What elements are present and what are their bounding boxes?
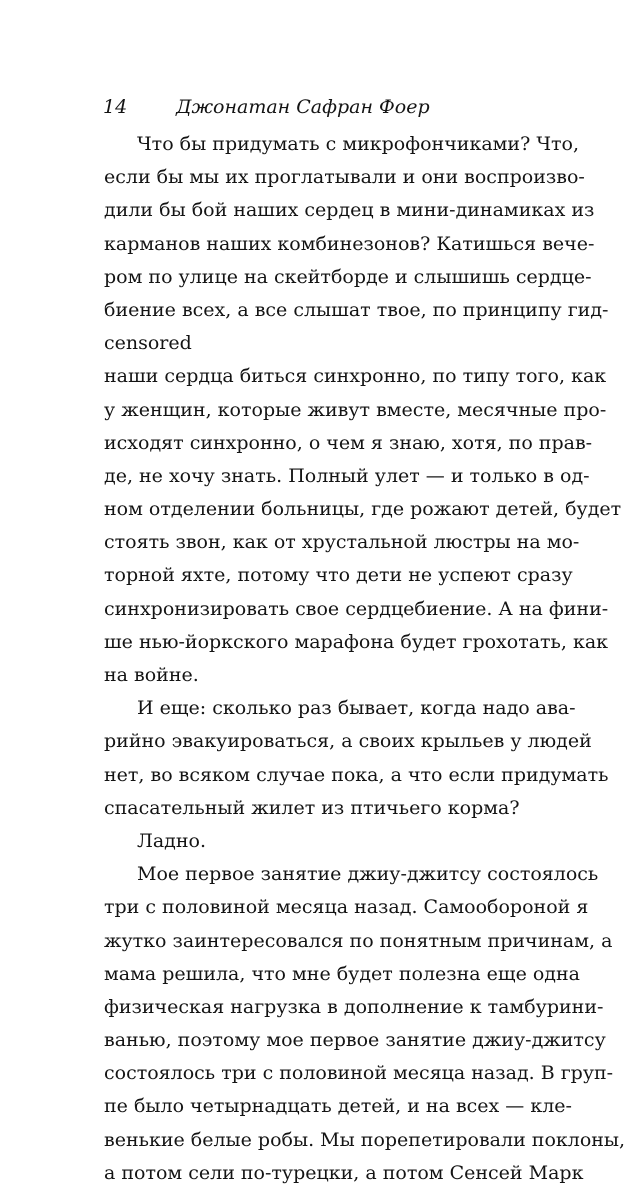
text-line: censored: [104, 332, 192, 355]
text-line: де, не хочу знать. Полный улет — и только в од-: [104, 464, 590, 487]
text-line: исходят синхронно, о чем я знаю, хотя, по прав-: [104, 431, 593, 454]
running-head: [103, 96, 430, 118]
body-text: [104, 128, 625, 1190]
paragraph: [104, 825, 526, 858]
page-number: 14: [103, 96, 128, 118]
text-line: состоялось три с половиной месяца назад. В груп-: [104, 1062, 614, 1085]
text-line: стоять звон, как от хрустальной люстры на мо-: [104, 531, 580, 554]
text-line: если бы мы их проглатывали и они воспроизво-: [104, 166, 585, 189]
text-line: карманов наших комбинезонов? Катишься вече-: [104, 232, 595, 255]
text-line: ше нью-йоркского марафона будет грохотать, как: [104, 630, 609, 653]
paragraph: [104, 858, 625, 1190]
text-line: мама решила, что мне будет полезна еще одна: [104, 962, 580, 985]
text-line: спасательный жилет из птичьего корма?: [104, 796, 520, 819]
text-line: биение всех, а все слышат твое, по принципу гид-: [104, 298, 609, 321]
text-line: Ладно.: [137, 829, 207, 852]
text-line: Мое первое занятие джиу-джитсу состоялось: [137, 863, 599, 886]
running-title: Джонатан Сафран Фоер: [176, 96, 430, 118]
text-line: торной яхте, потому что дети не успеют сразу: [104, 564, 573, 587]
text-line: ром по улице на скейтборде и слышишь сердце-: [104, 265, 592, 288]
text-line: Что бы придумать с микрофончиками? Что,: [137, 133, 579, 155]
text-line: физическая нагрузка в дополнение к тамбурини-: [104, 995, 604, 1018]
text-line: пе было четырнадцать детей, и на всех — кле-: [104, 1095, 572, 1118]
text-line: дили бы бой наших сердец в мини-динамиках из: [104, 199, 595, 222]
text-line: на войне.: [104, 664, 199, 686]
text-line: три с половиной месяца назад. Самообороной я: [104, 896, 589, 919]
text-line: венькие белые робы. Мы порепетировали поклоны,: [104, 1128, 625, 1151]
text-line: синхронизировать свое сердцебиение. А на фини-: [104, 597, 609, 620]
text-line: рийно эвакуироваться, а своих крыльев у людей: [104, 730, 592, 753]
text-line: И еще: сколько раз бывает, когда надо ава-: [137, 697, 576, 720]
text-line: а потом сели по-турецки, а потом Сенсей Марк: [104, 1161, 584, 1184]
text-line: наши сердца биться синхронно, по типу того, как: [104, 365, 607, 388]
text-line: у женщин, которые живут вместе, месячные про-: [104, 398, 607, 421]
text-line: ванью, поэтому мое первое занятие джиу-джитсу: [104, 1029, 606, 1052]
paragraph: [104, 692, 609, 825]
paragraph: [104, 128, 622, 692]
text-line: ном отделении больницы, где рожают детей, будет: [104, 498, 622, 521]
text-line: нет, во всяком случае пока, а что если придумать: [104, 763, 609, 786]
text-line: жутко заинтересовался по понятным причинам, а: [104, 929, 613, 952]
